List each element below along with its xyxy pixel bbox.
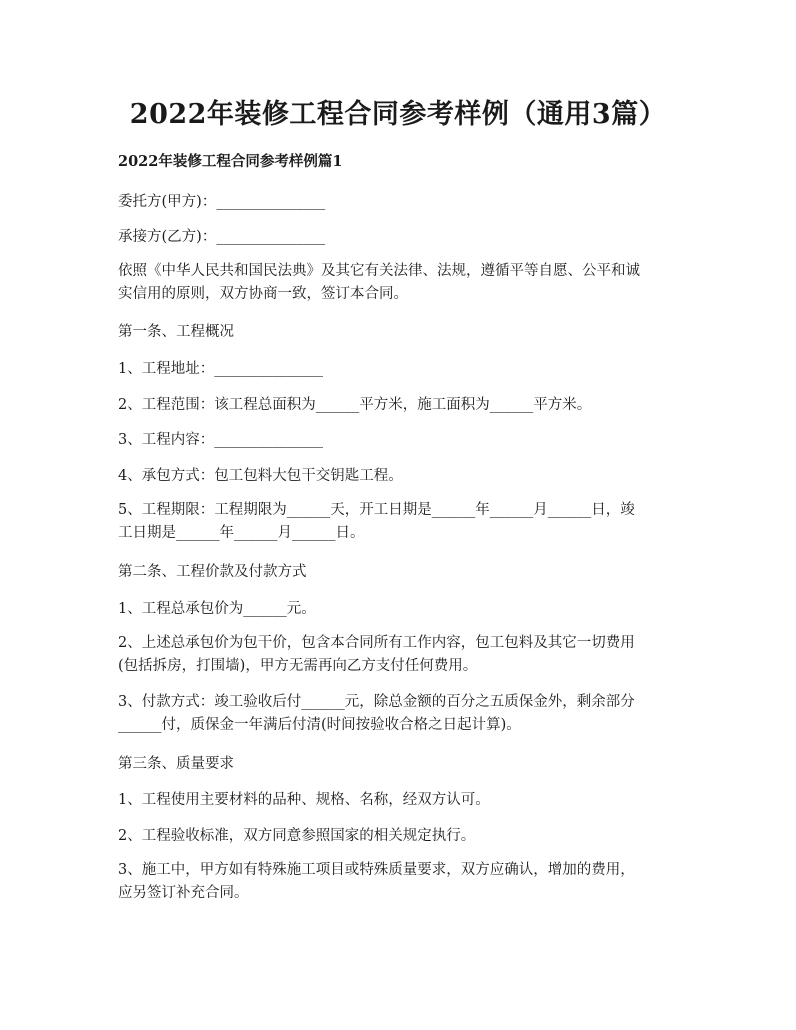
paragraph-line: 实信用的原则，双方协商一致，签订本合同。 [118,286,408,302]
article-2-heading: 第二条、工程价款及付款方式 [118,564,307,580]
paragraph-line: 2、上述总承包价为包干价，包含本合同所有工作内容，包工包料及其它一切费用 [118,635,635,651]
paragraph-line: 工日期是______年______月______日。 [118,525,365,541]
article-1-item-1: 1、工程地址：_______________ [118,361,323,377]
article-1-item-3: 3、工程内容：_______________ [118,432,323,448]
paragraph-line: ______付，质保金一年满后付清(时间按验收合格之日起计算)。 [118,717,521,733]
article-3-item-3 [118,859,683,905]
intro-paragraph [118,260,683,306]
article-2-item-2 [118,632,683,678]
article-3-item-2: 2、工程验收标准，双方同意参照国家的相关规定执行。 [118,828,476,844]
article-3-heading: 第三条、质量要求 [118,756,234,772]
article-1-heading: 第一条、工程概况 [118,324,234,340]
contractor-party-line: 承接方(乙方)：_______________ [118,229,326,245]
paragraph-line: 5、工程期限：工程期限为______天，开工日期是______年______月______日，竣 [118,502,635,518]
article-2-item-1: 1、工程总承包价为______元。 [118,601,316,617]
client-party-line: 委托方(甲方)：_______________ [118,194,326,210]
paragraph-line: (包括拆房，打围墙)，甲方无需再向乙方支付任何费用。 [118,658,478,674]
section-heading: 2022年装修工程合同参考样例篇1 [118,153,343,170]
paragraph-line: 依照《中华人民共和国民法典》及其它有关法律、法规，遵循平等自愿、公平和诚 [118,263,640,279]
paragraph-line: 3、施工中，甲方如有特殊施工项目或特殊质量要求，双方应确认，增加的费用， [118,862,635,878]
paragraph-line: 3、付款方式：竣工验收后付______元，除总金额的百分之五质保金外，剩余部分 [118,694,635,710]
article-3-item-1: 1、工程使用主要材料的品种、规格、名称，经双方认可。 [118,792,490,808]
article-1-item-5 [118,499,683,545]
article-1-item-4: 4、承包方式：包工包料大包干交钥匙工程。 [118,468,403,484]
article-2-item-3 [118,691,683,737]
article-1-item-2: 2、工程范围：该工程总面积为______平方米，施工面积为______平方米。 [118,397,592,413]
paragraph-line: 应另签订补充合同。 [118,885,249,901]
document-title: 2022年装修工程合同参考样例（通用3篇） [129,99,667,130]
